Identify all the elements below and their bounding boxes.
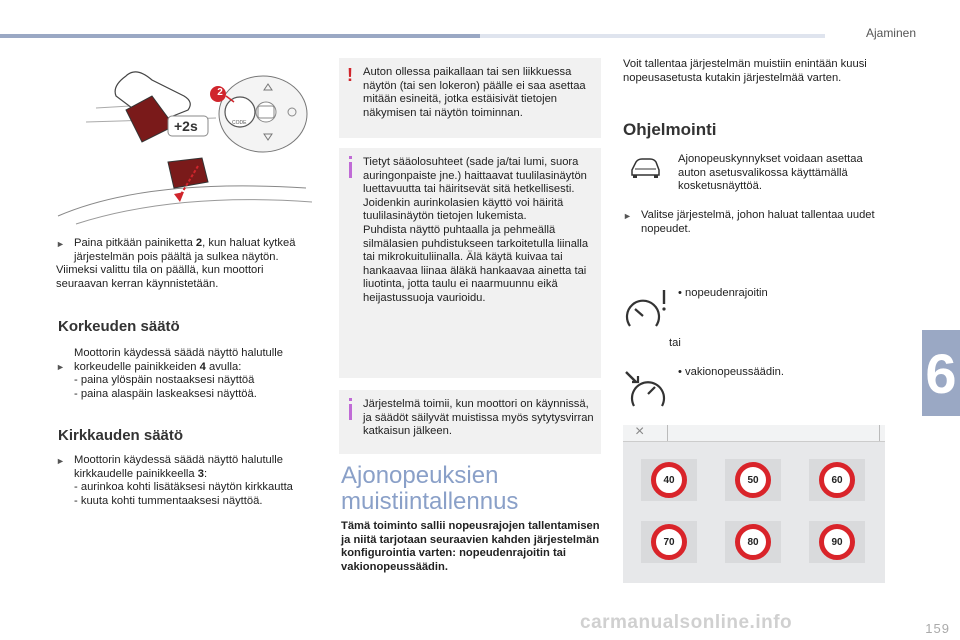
speed-preset-tile[interactable] <box>809 459 865 501</box>
speed-preset-tile[interactable] <box>809 521 865 563</box>
option-cruise: • vakionopeussäädin. <box>678 366 784 378</box>
speed-sign-80: 80 <box>735 524 771 560</box>
info-cleaning: Puhdista näyttö puhtaalla ja pehmeällä silmälasien puhdistukseen tarkoitetulla liinalla tai mikrokuituliinalla. Älä käytä kuivaa tai hankaavaa liinaa äläkä hankaavaa ainetta tai liuotinta, jotta taulu ei naarmuunnu eikä heijastussuoja vaurioidu. <box>363 223 589 304</box>
warning-exclamation-icon: ! <box>347 65 353 85</box>
info-box-weather <box>339 148 601 378</box>
brightness-item-moon: kuuta kohti tummentaaksesi näyttöä. <box>80 494 263 507</box>
memory-title-line2: muistiintallennus <box>341 488 519 515</box>
height-text-a: Moottorin käydessä säädä näyttö halutulle korkeudelle painikkeiden <box>74 347 283 373</box>
info-weather: Tietyt sääolosuhteet (sade ja/tai lumi, suora auringonpaiste jne.) haittaavat tuulilasinäytön luettavuutta tai häiritsevät sitä hetkellisesti. <box>363 156 587 196</box>
arrow-bullet-icon: ► <box>56 362 65 372</box>
watermark: carmanualsonline.info <box>580 612 793 633</box>
brightness-item-sun: aurinkoa kohti lisätäksesi näytön kirkkautta <box>80 481 293 494</box>
or-text: tai <box>669 337 681 349</box>
memory-section-title <box>341 463 603 515</box>
speed-sign-70: 70 <box>651 524 687 560</box>
height-item-down: paina alaspäin laskeaksesi näyttöä. <box>80 387 257 400</box>
toolbar-divider <box>667 425 668 441</box>
speed-presets-screen <box>623 425 885 583</box>
brightness-text-a: Moottorin käydessä säädä näyttö halutulle kirkkaudelle painikkeella <box>74 454 283 480</box>
close-icon[interactable]: × <box>635 423 645 440</box>
warning-box <box>339 58 601 138</box>
warning-text: Auton ollessa paikallaan tai sen liikkuessa näytön (tai sen lokeron) päälle ei saa asettaa mitään esineitä, jotka estäisivät tietojen näkymisen tai näytön toiminnan. <box>363 66 586 119</box>
speed-preset-tile[interactable] <box>641 459 697 501</box>
list-item: - kuuta kohti tummentaaksesi näyttöä. <box>74 494 263 507</box>
option-limiter: • nopeudenrajoitin <box>678 287 768 299</box>
chapter-tab: 6 <box>922 330 960 416</box>
speed-sign-50: 50 <box>735 462 771 498</box>
info-icon <box>349 398 352 401</box>
info-icon <box>349 156 352 159</box>
list-item: - paina alaspäin laskeaksesi näyttöä. <box>74 387 257 400</box>
hud-illustration <box>56 66 312 228</box>
height-button-number: 4 <box>199 360 206 373</box>
info-system-text: Järjestelmä toimii, kun moottori on käynnissä, ja säädöt säilyvät muistissa myös sytytysvirran katkaisun jälkeen. <box>363 398 594 438</box>
step-select-text: Valitse järjestelmä, johon haluat tallentaa uudet nopeudet. <box>641 209 875 235</box>
speed-limiter-icon <box>622 286 672 332</box>
brightness-button-number: 3 <box>197 467 204 480</box>
car-settings-text: Ajonopeuskynnykset voidaan asettaa auton asetusvalikossa käyttämällä kosketusnäyttöä. <box>678 153 863 193</box>
section-title: Ajaminen <box>865 26 916 40</box>
hold-duration-label: +2s <box>174 118 198 134</box>
toolbar-divider <box>879 425 880 441</box>
height-text-b: avulla: <box>205 360 242 373</box>
option-cruise-label: vakionopeussäädin. <box>685 366 784 378</box>
memory-title-line1: Ajonopeuksien <box>341 462 499 489</box>
arrow-bullet-icon: ► <box>56 239 65 249</box>
height-title: Korkeuden säätö <box>58 318 180 335</box>
height-item-up: paina ylöspäin nostaaksesi näyttöä <box>80 374 255 387</box>
list-item: - aurinkoa kohti lisätäksesi näytön kirkkautta <box>74 481 293 494</box>
speed-preset-tile[interactable] <box>641 521 697 563</box>
header-bar <box>0 34 480 38</box>
list-item: - paina ylöspäin nostaaksesi näyttöä <box>74 374 255 387</box>
step1-button-number: 2 <box>195 237 203 249</box>
step1-text-b: , kun haluat kytkeä järjestelmän pois päältä ja sulkea näytön. <box>74 237 296 263</box>
screen-toolbar <box>623 425 885 442</box>
memory-text: Viimeksi valittu tila on päällä, kun moottori seuraavan kerran käynnistetään. <box>56 264 264 290</box>
arrow-bullet-icon: ► <box>56 456 65 466</box>
info-icon-bar <box>349 162 352 178</box>
car-icon <box>628 156 662 180</box>
speed-sign-90: 90 <box>819 524 855 560</box>
step1-text-a: Paina pitkään painiketta <box>74 237 196 249</box>
brightness-title: Kirkkauden säätö <box>58 427 184 444</box>
info-text <box>363 156 595 306</box>
code-button-label: CODE <box>232 120 247 126</box>
step-select-system <box>623 209 885 236</box>
programming-title: Ohjelmointi <box>623 120 717 139</box>
step1 <box>56 237 318 291</box>
info-box-system <box>339 390 601 454</box>
info-sunglasses: Joidenkin aurinkolasien käyttö voi häiritä tuulilasinäytön tietojen lukemista. <box>363 196 564 223</box>
option-limiter-label: nopeudenrajoitin <box>685 287 768 299</box>
arrow-bullet-icon: ► <box>623 211 632 221</box>
speed-preset-tile[interactable] <box>725 459 781 501</box>
header-bar-light <box>480 34 825 38</box>
height-intro <box>56 347 318 401</box>
brightness-text-b: : <box>204 467 208 480</box>
page-number: 159 <box>925 621 950 636</box>
speed-sign-60: 60 <box>819 462 855 498</box>
brightness-intro <box>56 454 318 508</box>
col3-intro: Voit tallentaa järjestelmän muistiin enintään kuusi nopeusasetusta kutakin järjestelmää varten. <box>623 58 867 84</box>
speed-preset-tile[interactable] <box>725 521 781 563</box>
cruise-control-icon <box>622 368 672 410</box>
callout-number: 2 <box>217 87 223 98</box>
speed-sign-40: 40 <box>651 462 687 498</box>
memory-intro-bold: Tämä toiminto sallii nopeusrajojen tallentamisen ja niitä tarjotaan seuraavien kahden järjestelmän konfigurointia varten: nopeudenrajoitin tai vakionopeussäädin. <box>341 520 600 573</box>
info-icon-bar <box>349 404 352 420</box>
